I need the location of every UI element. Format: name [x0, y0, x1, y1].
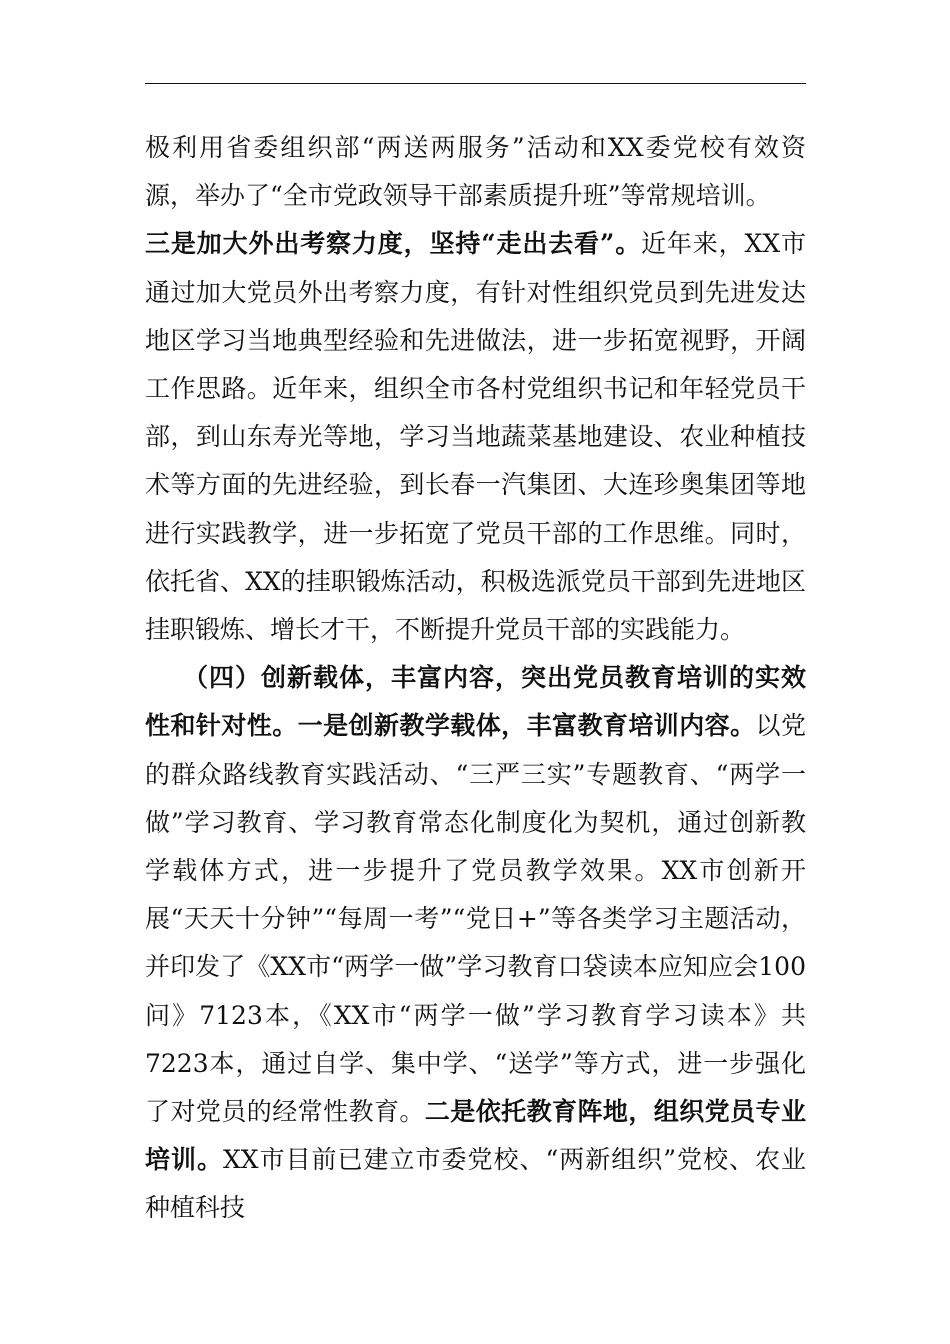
paragraph-3-subheading: 二是依托教育阵地，组织党员专业培训。	[145, 1097, 806, 1175]
paragraph-3-heading: （四）创新载体，丰富内容，突出党员教育培训的实效性和针对性。一是创新教学载体，丰富教育培训内容。	[145, 663, 806, 741]
header-rule	[145, 83, 806, 84]
paragraph-3	[145, 654, 806, 1232]
document-body	[145, 124, 806, 1233]
paragraph-2	[145, 220, 806, 654]
paragraph-3-text: 以党的群众路线教育实践活动、“三严三实”专题教育、“两学一做”学习教育、学习教育常态化制度化为契机，通过创新教学载体方式，进一步提升了党员教学效果。XX市创新开展“天天十分钟”“每周一考”“党日+”等各类学习主题活动，并印发了《XX市“两学一做”学习教育口袋读本应知应会100问》7123本，《XX市“两学一做”学习教育学习读本》共7223本，通过自学、集中学、“送学”等方式，进一步强化了对党员的经常性教育。	[145, 711, 806, 1127]
paragraph-3-text-continued: XX市目前已建立市委党校、“两新组织”党校、农业种植科技	[145, 1145, 806, 1223]
paragraph-2-heading: 三是加大外出考察力度，坚持“走出去看”。	[145, 229, 642, 259]
paragraph-2-text: 近年来，XX市通过加大党员外出考察力度，有针对性组织党员到先进发达地区学习当地典型经验和先进做法，进一步拓宽视野，开阔工作思路。近年来，组织全市各村党组织书记和年轻党员干部，到山东寿光等地，学习当地蔬菜基地建设、农业种植技术等方面的先进经验，到长春一汽集团、大连珍奥集团等地进行实践教学，进一步拓宽了党员干部的工作思维。同时，依托省、XX的挂职锻炼活动，积极选派党员干部到先进地区挂职锻炼、增长才干，不断提升党员干部的实践能力。	[145, 229, 806, 645]
paragraph-1-text: 极利用省委组织部“两送两服务”活动和XX委党校有效资源，举办了“全市党政领导干部素质提升班”等常规培训。	[145, 133, 806, 211]
paragraph-1	[145, 124, 806, 220]
